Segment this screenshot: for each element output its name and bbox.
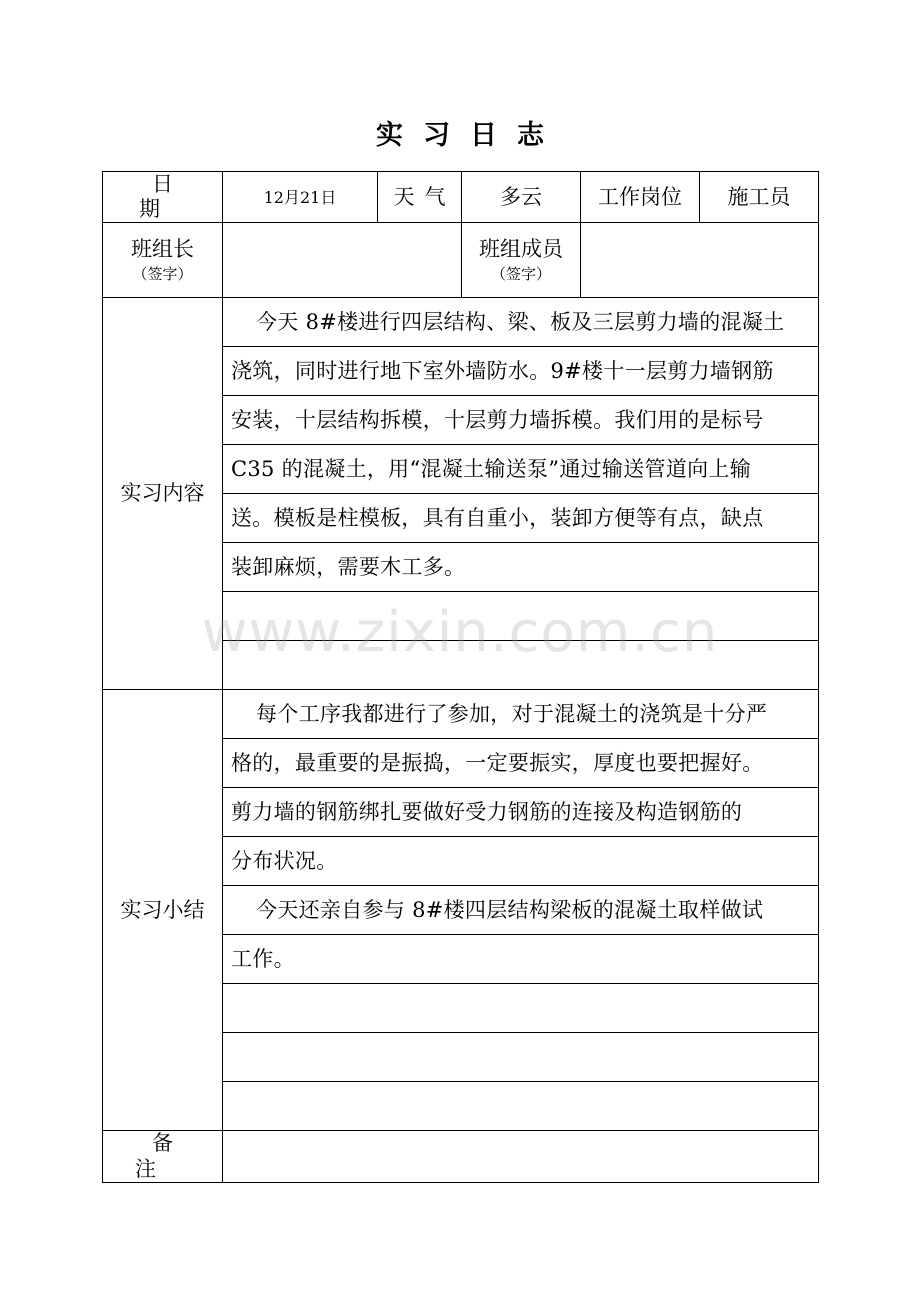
weather-value[interactable]: 多云: [462, 172, 581, 223]
page-title: 实习日志: [376, 120, 564, 151]
summary-line[interactable]: 格的，最重要的是振捣，一定要振实，厚度也要把握好。: [223, 739, 819, 788]
position-label: 工作岗位: [581, 172, 700, 223]
team-members-signature-field[interactable]: [581, 223, 819, 298]
team-row: [103, 223, 819, 298]
content-line[interactable]: 浇筑，同时进行地下室外墙防水。9#楼十一层剪力墙钢筋: [223, 347, 819, 396]
header-row: [103, 172, 819, 223]
summary-line-empty[interactable]: [223, 984, 819, 1033]
team-leader-sign-note: （签字）: [132, 264, 193, 283]
team-leader-signature-field[interactable]: [223, 223, 462, 298]
content-line[interactable]: 装卸麻烦，需要木工多。: [223, 543, 819, 592]
summary-line[interactable]: 每个工序我都进行了参加，对于混凝土的浇筑是十分严: [223, 690, 819, 739]
weather-label: 天气: [378, 172, 462, 223]
content-line-empty[interactable]: [223, 641, 819, 690]
content-line[interactable]: 安装，十层结构拆模，十层剪力墙拆模。我们用的是标号: [223, 396, 819, 445]
summary-line-empty[interactable]: [223, 1033, 819, 1082]
remarks-label: 备注: [103, 1131, 223, 1182]
summary-line[interactable]: 剪力墙的钢筋绑扎要做好受力钢筋的连接及构造钢筋的: [223, 788, 819, 837]
summary-line[interactable]: 工作。: [223, 935, 819, 984]
summary-line[interactable]: 今天还亲自参与 8#楼四层结构梁板的混凝土取样做试: [223, 886, 819, 935]
team-members-label: 班组成员: [479, 236, 563, 261]
position-value[interactable]: 施工员: [700, 172, 819, 223]
summary-label: 实习小结: [103, 690, 223, 1131]
team-members-label-cell: [462, 223, 581, 298]
team-members-sign-note: （签字）: [490, 264, 551, 283]
content-line[interactable]: C35 的混凝土，用“混凝土输送泵”通过输送管道向上输: [223, 445, 819, 494]
date-value[interactable]: 12月21日: [223, 172, 378, 223]
team-leader-label: 班组长: [131, 236, 194, 261]
content-line-empty[interactable]: [223, 592, 819, 641]
watermark-text: www.zixin.com.cn: [201, 600, 719, 665]
content-line[interactable]: 送。模板是柱模板，具有自重小，装卸方便等有点，缺点: [223, 494, 819, 543]
date-label: 日期: [103, 172, 223, 223]
remarks-row: [103, 1131, 819, 1182]
internship-log-table: [102, 171, 819, 1183]
content-label: 实习内容: [103, 298, 223, 690]
team-leader-label-cell: [103, 223, 223, 298]
remarks-field[interactable]: [223, 1131, 819, 1182]
summary-line-empty[interactable]: [223, 1082, 819, 1131]
content-line[interactable]: 今天 8#楼进行四层结构、梁、板及三层剪力墙的混凝土: [223, 298, 819, 347]
summary-line[interactable]: 分布状况。: [223, 837, 819, 886]
